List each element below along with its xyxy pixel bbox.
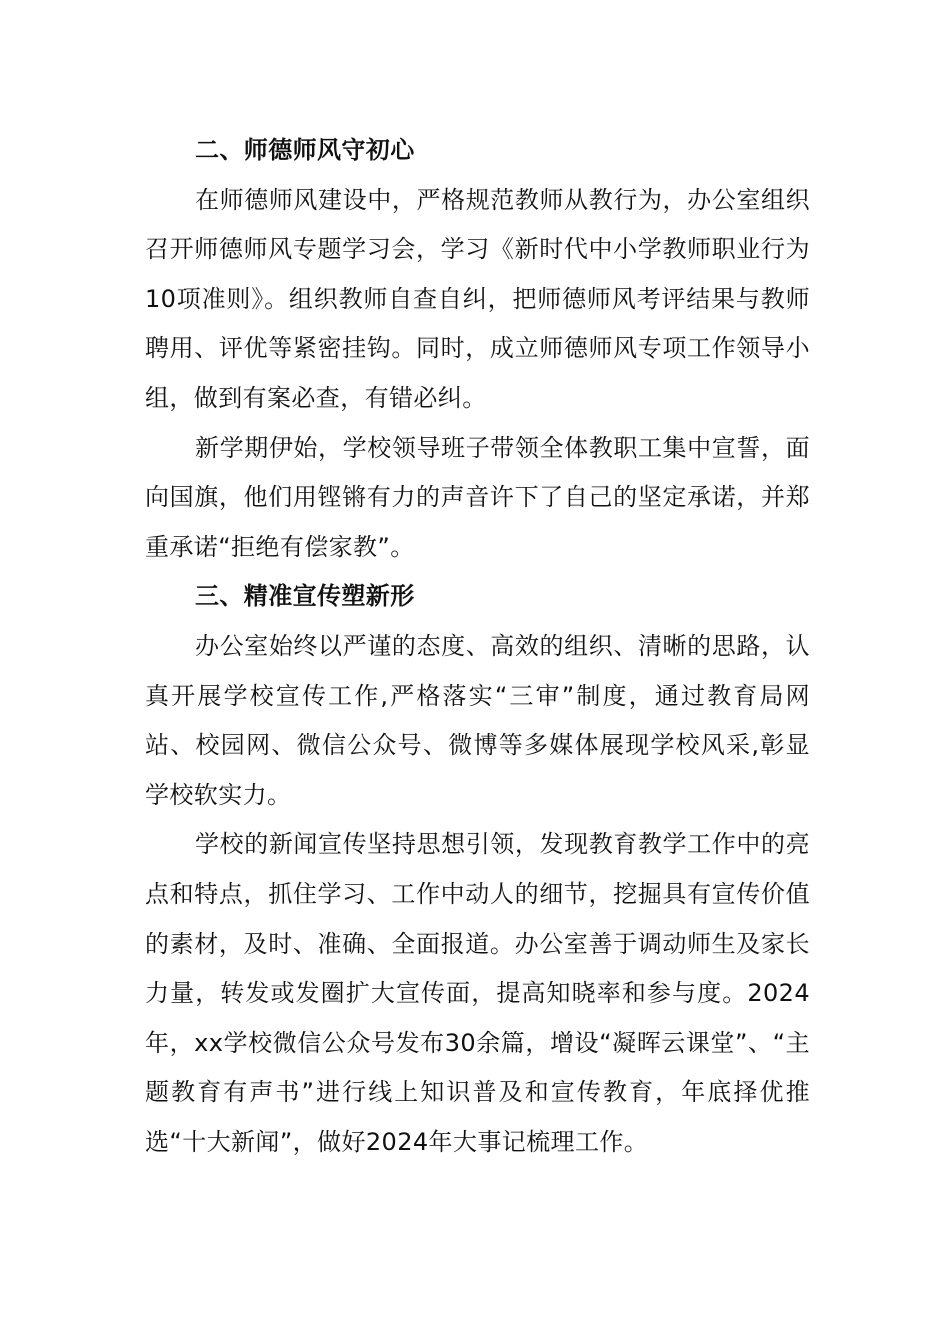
paragraph: 办公室始终以严谨的态度、高效的组织、清晰的思路，认真开展学校宣传工作,严格落实“三审”制度，通过教育局网站、校园网、微信公众号、微博等多媒体展现学校风采,彰显学校软实力。 [145,631,810,809]
paragraph: 新学期伊始，学校领导班子带领全体教职工集中宣誓，面向国旗，他们用铿锵有力的声音许下了自己的坚定承诺，并郑重承诺“拒绝有偿家教”。 [145,433,810,561]
section-teacher-ethics [145,126,810,572]
section-heading: 三、精准宣传塑新形 [195,582,415,611]
section-publicity [145,572,810,1167]
paragraph: 在师德师风建设中，严格规范教师从教行为，办公室组织召开师德师风专题学习会，学习《新时代中小学教师职业行为10项准则》。组织教师自查自纠，把师德师风考评结果与教师聘用、评优等紧密挂钩。同时，成立师德师风专项工作领导小组，做到有案必查，有错必纠。 [145,185,810,412]
section-heading: 二、师德师风守初心 [195,136,415,164]
paragraph: 学校的新闻宣传坚持思想引领，发现教育教学工作中的亮点和特点，抓住学习、工作中动人的细节，挖掘具有宣传价值的素材，及时、准确、全面报道。办公室善于调动师生及家长力量，转发或发圈扩大宣传面，提高知晓率和参与度。2024年，xx学校微信公众号发布30余篇，增设“凝晖云课堂”、“主题教育有声书”进行线上知识普及和宣传教育，年底择优推选“十大新闻”，做好2024年大事记梳理工作。 [145,830,810,1156]
document-page [145,126,810,1167]
